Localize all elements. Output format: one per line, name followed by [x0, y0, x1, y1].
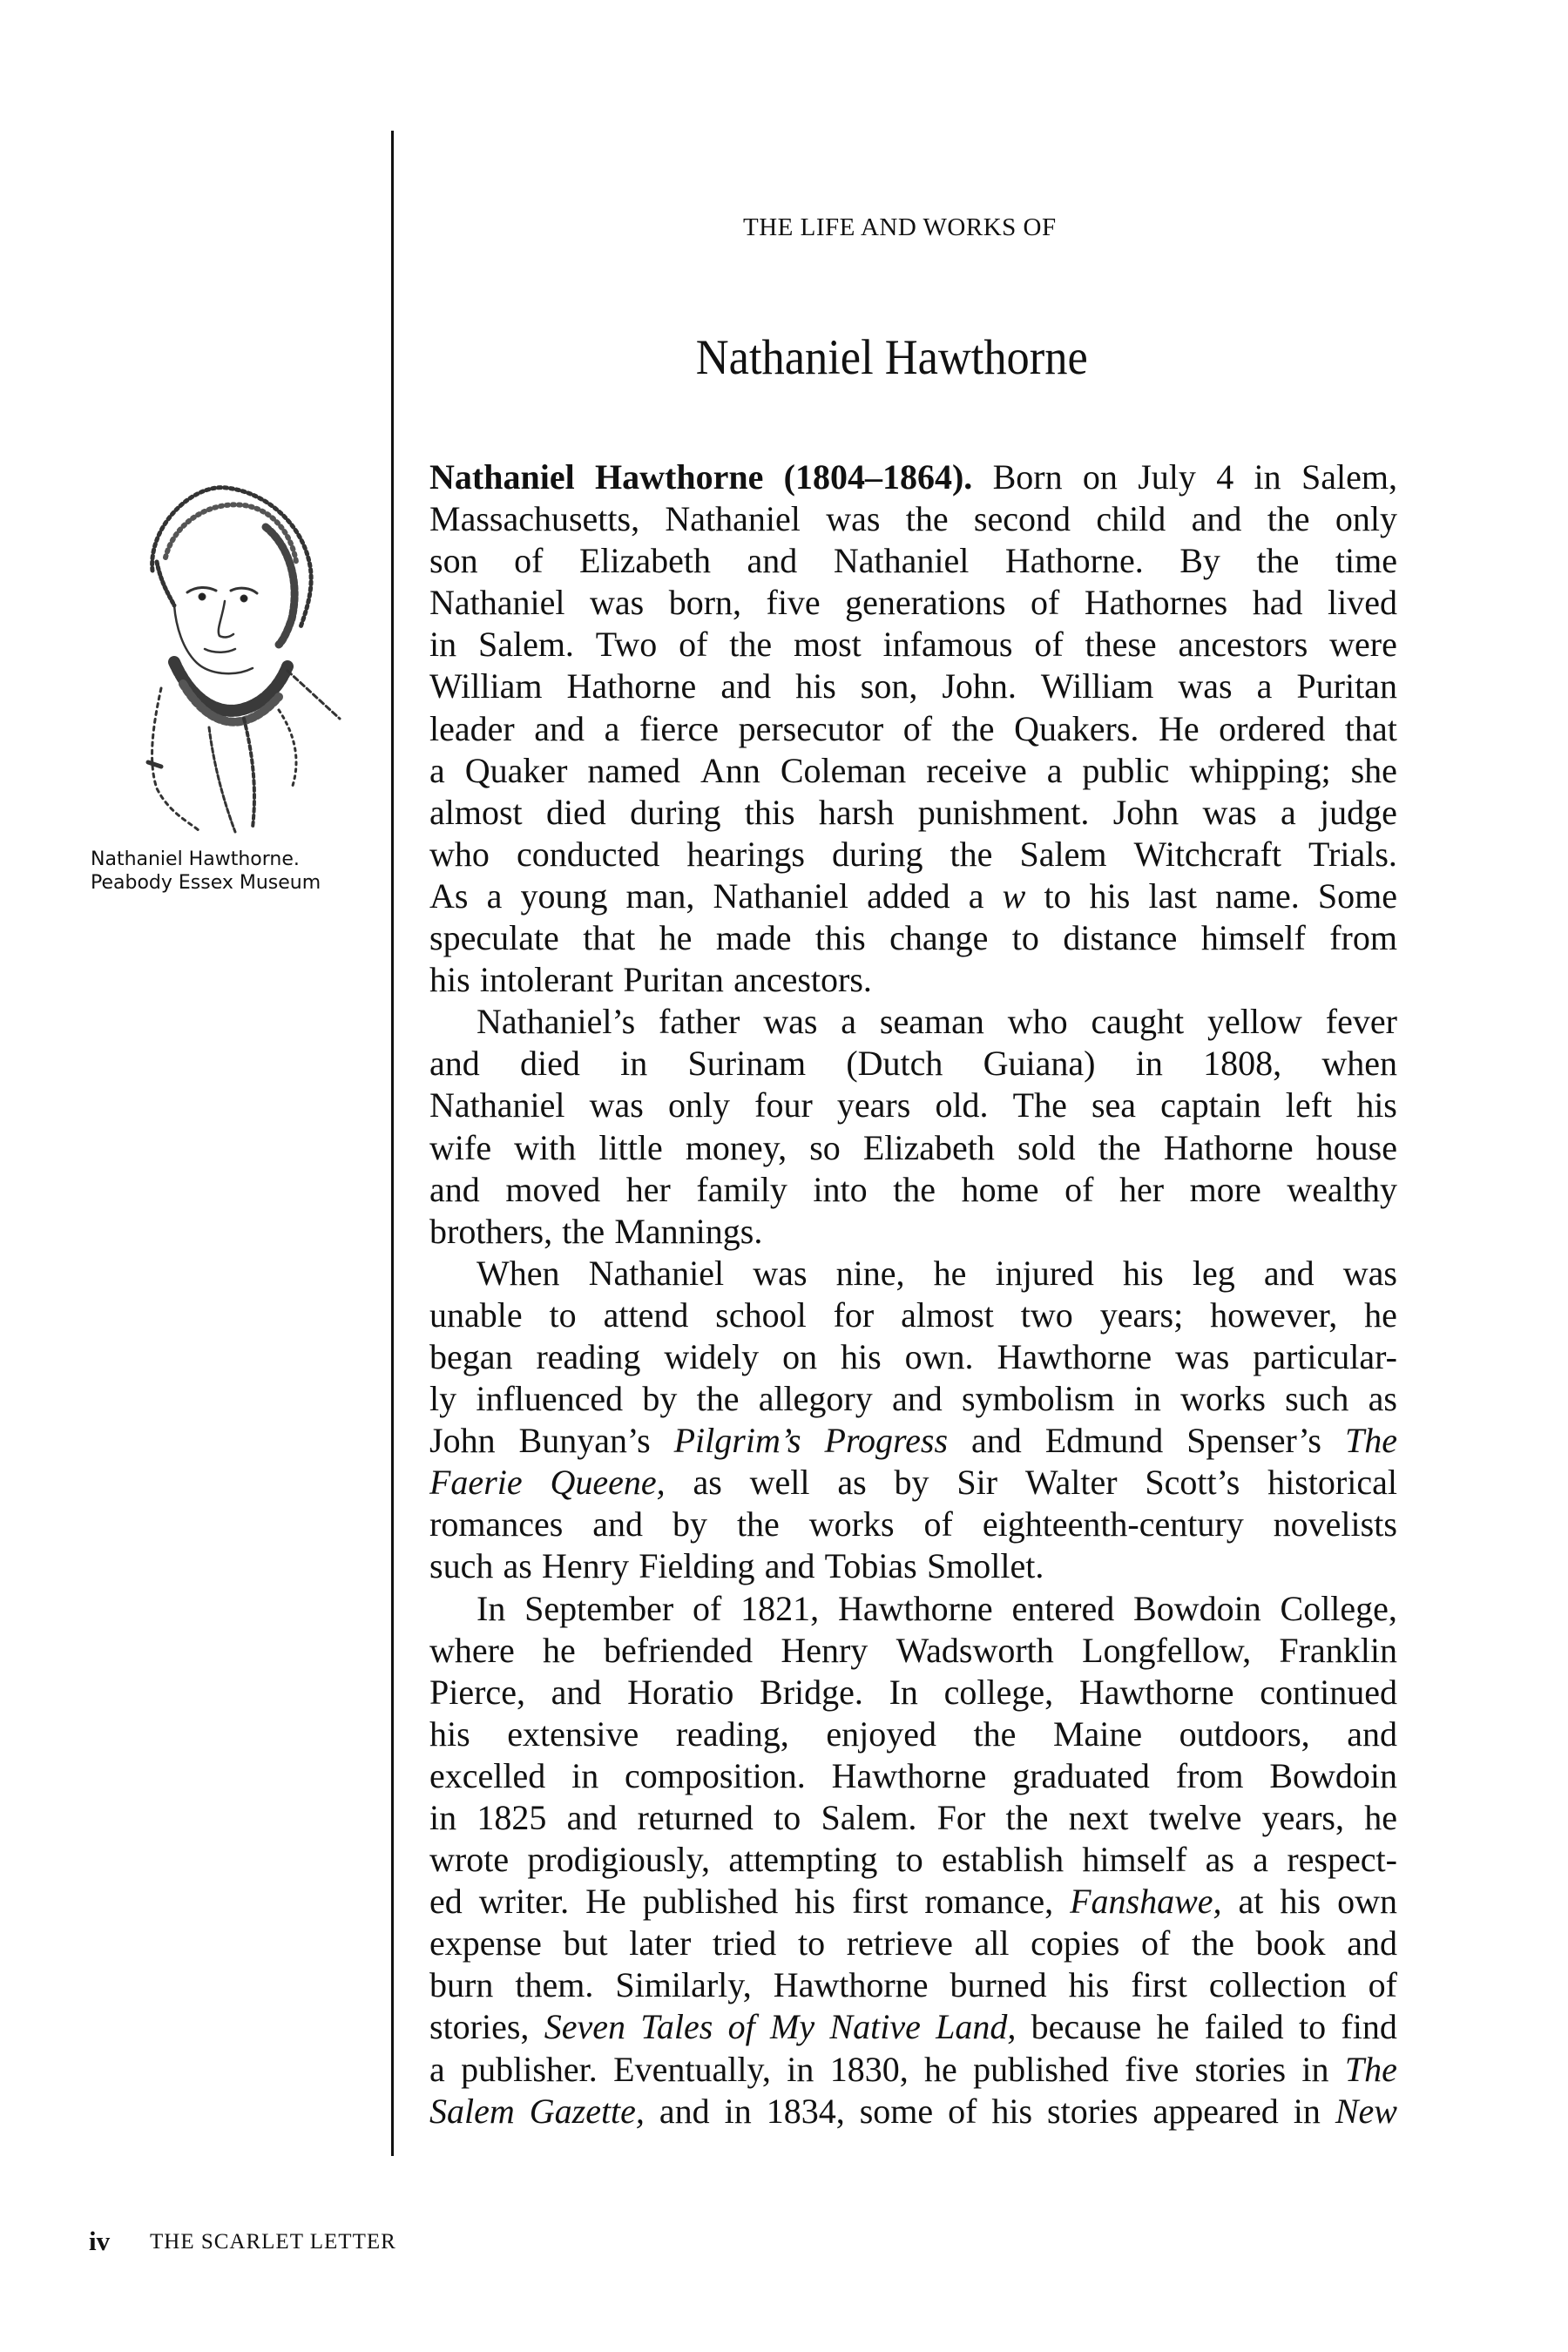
portrait-image	[113, 475, 348, 841]
text-line: In September of 1821, Hawthorne entered Bowdoin College,	[476, 1588, 1397, 1628]
text-line: excelled in composition. Hawthorne graduated from Bowdoin	[429, 1755, 1397, 1795]
text-line: Nathaniel was only four years old. The sea captain left his	[429, 1085, 1397, 1125]
page-title: Nathaniel Hawthorne	[695, 330, 1088, 385]
caption-line: Peabody Essex Museum	[91, 872, 321, 894]
text-line: speculate that he made this change to distance himself from	[429, 918, 1397, 958]
text-line: his intolerant Puritan ancestors.	[429, 960, 872, 1000]
text-line: in Salem. Two of the most infamous of these ancestors were	[429, 625, 1397, 665]
text-line: burn them. Similarly, Hawthorne burned his first collection of	[429, 1965, 1397, 2005]
text-line: his extensive reading, enjoyed the Maine outdoors, and	[429, 1713, 1397, 1754]
text-line: and died in Surinam (Dutch Guiana) in 1808, when	[429, 1044, 1397, 1084]
text-line: son of Elizabeth and Nathaniel Hathorne. By the time	[429, 541, 1397, 581]
running-head: THE LIFE AND WORKS OF	[743, 213, 1057, 241]
text-line: who conducted hearings during the Salem Witchcraft Trials.	[429, 834, 1397, 874]
text-line: When Nathaniel was nine, he injured his leg and was	[476, 1253, 1397, 1293]
text-line: Faerie Queene, as well as by Sir Walter Scott’s historical	[429, 1463, 1397, 1503]
text-line: Nathaniel’s father was a seaman who caught yellow fever	[476, 1002, 1397, 1042]
page-number: iv	[89, 2226, 111, 2256]
text-line: where he befriended Henry Wadsworth Longfellow, Franklin	[429, 1630, 1397, 1670]
caption-line: Nathaniel Hawthorne.	[91, 848, 300, 870]
text-line: such as Henry Fielding and Tobias Smollet.	[429, 1546, 1044, 1586]
vertical-rule	[391, 131, 394, 2156]
text-line: a Quaker named Ann Coleman receive a public whipping; she	[429, 750, 1397, 790]
figure-caption	[91, 848, 369, 895]
text-line: expense but later tried to retrieve all copies of the book and	[429, 1923, 1397, 1963]
running-foot-book-title: THE SCARLET LETTER	[150, 2230, 396, 2254]
text-line: William Hathorne and his son, John. William was a Puritan	[429, 666, 1397, 706]
text-line: Massachusetts, Nathaniel was the second child and the only	[429, 499, 1397, 539]
text-line: As a young man, Nathaniel added a w to his last name. Some	[429, 875, 1397, 916]
text-line: and moved her family into the home of her more wealthy	[429, 1169, 1397, 1209]
text-line: stories, Seven Tales of My Native Land, because he failed to find	[429, 2007, 1397, 2047]
text-line: unable to attend school for almost two years; however, he	[429, 1294, 1397, 1335]
text-line: John Bunyan’s Pilgrim’s Progress and Edmund Spenser’s The	[429, 1421, 1397, 1461]
text-line: brothers, the Mannings.	[429, 1211, 763, 1251]
text-line: Pierce, and Horatio Bridge. In college, Hawthorne continued	[429, 1672, 1397, 1712]
text-line: wife with little money, so Elizabeth sold the Hathorne house	[429, 1127, 1397, 1167]
text-line: in 1825 and returned to Salem. For the next twelve years, he	[429, 1798, 1397, 1837]
text-line: ly influenced by the allegory and symbolism in works such as	[429, 1379, 1397, 1419]
body-text	[429, 456, 1397, 2132]
text-line: Salem Gazette, and in 1834, some of his stories appeared in New	[429, 2091, 1397, 2131]
text-line: ed writer. He published his first romance, Fanshawe, at his own	[429, 1882, 1397, 1922]
text-line: wrote prodigiously, attempting to establish himself as a respect-	[429, 1840, 1397, 1880]
text-line: almost died during this harsh punishment. John was a judge	[429, 792, 1397, 832]
text-line: leader and a fierce persecutor of the Quakers. He ordered that	[429, 708, 1397, 748]
text-line: Nathaniel was born, five generations of Hathornes had lived	[429, 583, 1397, 623]
text-line: began reading widely on his own. Hawthorne was particular-	[429, 1336, 1397, 1376]
text-line: Nathaniel Hawthorne (1804–1864). Born on July 4 in Salem,	[429, 457, 1397, 497]
text-line: a publisher. Eventually, in 1830, he published five stories in The	[429, 2049, 1397, 2089]
text-line: romances and by the works of eighteenth-century novelists	[429, 1504, 1397, 1544]
